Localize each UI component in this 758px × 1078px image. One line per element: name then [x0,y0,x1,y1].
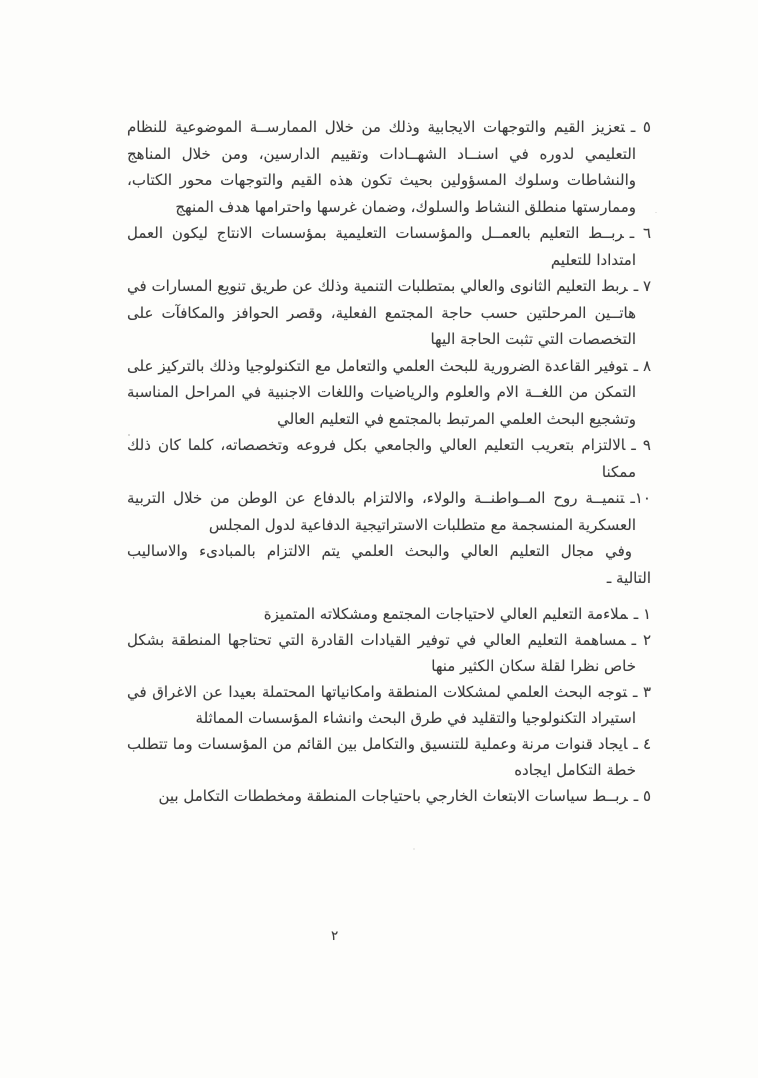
list-item [127,627,651,679]
list-item [127,220,651,273]
list-item [127,273,651,353]
list-item [127,432,651,485]
item-number: ٥ ـ [633,787,651,805]
item-text: توفير القاعدة الضرورية للبحث العلمي والتعامل مع التكنولوجيا وذلك بالتركيز على التمكن من اللغــة الام والعلوم والرياضيات واللغات الاجنبية في المراحل المناسبة وتشجيع البحث العلمي المرتبط بالمجتمع في التعليم العالي [127,356,636,428]
transition-paragraph [127,538,651,591]
scan-speck [413,848,415,850]
item-number: ٦ ـ [629,224,651,242]
item-text: مساهمة التعليم العالي في توفير القيادات القادرة التي تحتاجها المنطقة بشكل خاص نظرا لقلة سكان الكثير منها [127,631,636,675]
list-item [127,114,651,220]
item-text: ايجاد قنوات مرنة وعملية للتنسيق والتكامل بين القائم من المؤسسات وما تتطلب خطة التكامل ايجاده [127,735,636,779]
page-number: ٢ [331,928,339,944]
item-text: تعزيز القيم والتوجهات الايجابية وذلك من خلال الممارســة الموضوعية للنظام التعليمي لدوره في اسنــاد الشهــادات وتقييم الدارسين، ومن خلال المناهج والنشاطات وسلوك المسؤولين بحيث تكون هذه القيم والتوجهات محور الكتاب، وممارستها منطلق النشاط والسلوك، وضمان غرسها واحترامها هدف المنهج [127,118,636,216]
item-number: ٢ ـ [631,631,651,649]
transition-line-1: وفي مجال التعليم العالي والبحث العلمي يتم الالتزام بالمبادىء والاساليب [127,542,632,560]
item-number: ٤ ـ [633,735,651,753]
item-text: ملاءمة التعليم العالي لاحتياجات المجتمع ومشكلاته المتميزة [263,605,628,623]
item-text: تنميــة روح المــواطنــة والولاء، والالتزام بالدفاع عن الوطن من خلال التربية العسكرية المنسجمة مع متطلبات الاستراتيجية الدفاعية لدول المجلس [127,489,636,534]
list-item [127,601,651,627]
item-text: ربط التعليم الثانوى والعالي بمتطلبات التنمية وذلك عن طريق تنويع المسارات في هاتــين المرحلتين حسب حاجة المجتمع الفعلية، وقصر الحوافز والمكافآت على التخصصات التي تثبت الحاجة اليها [127,277,636,348]
list-item [127,485,651,538]
transition-line-2: التالية ـ [606,568,651,587]
item-number: ١٠ـ [630,489,651,507]
list-item [127,731,651,783]
list-item [127,783,651,809]
document-text [127,114,651,809]
item-text: ربــط سياسات الابتعاث الخارجي باحتياجات المنطقة ومخططات التكامل بين [158,787,628,805]
scan-speck [128,434,130,436]
item-text: توجه البحث العلمي لمشكلات المنطقة وامكانياتها المحتملة بعيدا عن الاغراق في استيراد التكنولوجيا والتقليد في طرق البحث وانشاء المؤسسات المماثلة [127,683,636,727]
item-number: ٨ ـ [633,356,651,375]
item-number: ٣ ـ [632,683,651,701]
item-number: ٩ ـ [631,436,651,454]
list-item [127,679,651,731]
item-number: ٧ ـ [633,277,651,295]
list-item [127,353,651,433]
principles-list [127,601,651,809]
item-text: ربــط التعليم بالعمــل والمؤسسات التعليمية بمؤسسات الانتاج ليكون العمل امتدادا للتعليم [127,224,636,269]
item-number: ٥ ـ [630,118,651,136]
scan-speck [655,212,657,213]
item-number: ١ ـ [633,605,651,623]
item-text: الالتزام بتعريب التعليم العالي والجامعي بكل فروعه وتخصصاته، كلما كان ذلك ممكنا [127,436,636,481]
main-objectives-list [127,114,651,538]
